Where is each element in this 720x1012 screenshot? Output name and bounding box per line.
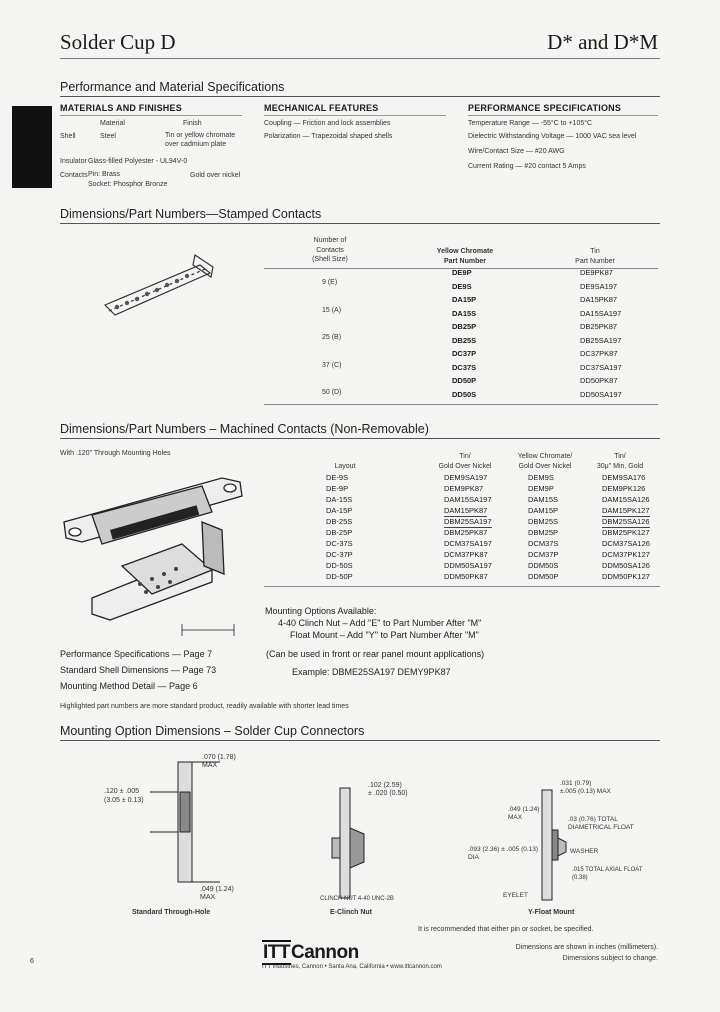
logo-itt: ITT bbox=[263, 942, 290, 963]
machined-row bbox=[264, 506, 660, 517]
machined-subtitle: With .120" Through Mounting Holes bbox=[60, 450, 171, 457]
machined-row bbox=[264, 539, 660, 550]
stamped-tin-db25p: DB25PK87 bbox=[580, 322, 618, 331]
stamped-yellow-da15s: DA15S bbox=[452, 308, 477, 318]
machined-layout: DD-50P bbox=[326, 572, 353, 581]
fig3-dim-c: .093 (2.36) ± .005 (0.13) DIA bbox=[468, 846, 539, 861]
machined-gold: DEM9PK126 bbox=[602, 484, 646, 493]
machined-layout: DB-25S bbox=[326, 517, 353, 526]
mounting-dims-rule bbox=[60, 740, 660, 741]
side-tab-marker bbox=[12, 106, 52, 188]
machined-tin: DDM50PK87 bbox=[444, 572, 488, 581]
stamped-contacts-25: 25 (B) bbox=[322, 334, 342, 341]
mounting-note: (Can be used in front or rear panel mount applications) bbox=[266, 649, 485, 659]
machined-yellow: DEM9P bbox=[528, 484, 554, 493]
machined-gold: DBM25PK127 bbox=[602, 528, 650, 537]
machined-section-title: Dimensions/Part Numbers – Machined Contacts (Non-Removable) bbox=[60, 422, 429, 436]
stamped-contacts-37: 37 (C) bbox=[322, 362, 342, 369]
fig3-dim-top: .031 (0.79) ±.005 (0.13) MAX bbox=[560, 780, 611, 795]
machined-tin: DEM9PK87 bbox=[444, 484, 484, 493]
header-rule bbox=[60, 58, 660, 59]
ref-shell-dims: Standard Shell Dimensions — Page 73 bbox=[60, 665, 217, 675]
fig3-caption: Y-Float Mount bbox=[528, 909, 575, 916]
fig3-dim-f: EYELET bbox=[503, 892, 528, 899]
machined-gold: DDM50SA126 bbox=[602, 561, 650, 570]
machined-yellow: DAM15S bbox=[528, 495, 559, 504]
mounting-option-float: Float Mount – Add "Y" to Part Number After "M" bbox=[290, 630, 479, 640]
machined-gold: DBM25SA126 bbox=[602, 517, 650, 528]
materials-material-contacts: Pin: Brass Socket: Phosphor Bronze bbox=[88, 171, 168, 188]
machined-layout: DA-15P bbox=[326, 506, 353, 515]
performance-line-3: Wire/Contact Size — #20 AWG bbox=[468, 148, 565, 155]
machined-col-tin: Tin/ Gold Over Nickel bbox=[438, 453, 492, 470]
stamped-yellow-dd50p: DD50P bbox=[452, 376, 477, 385]
stamped-yellow-da15p: DA15P bbox=[452, 295, 477, 304]
machined-layout: DA-15S bbox=[326, 495, 353, 504]
materials-finish-contacts: Gold over nickel bbox=[190, 172, 241, 179]
stamped-yellow-de9p: DE9P bbox=[452, 268, 472, 277]
stamped-tin-de9s: DE9SA197 bbox=[580, 281, 618, 291]
materials-label-insulator: Insulator bbox=[60, 158, 87, 165]
performance-line-4: Current Rating — #20 contact 5 Amps bbox=[468, 163, 586, 170]
stamped-table-bottom-rule bbox=[264, 404, 658, 405]
stamped-yellow-dc37s: DC37S bbox=[452, 362, 477, 372]
stamped-tin-dd50p: DD50PK87 bbox=[580, 376, 618, 385]
recommend-note: It is recommended that either pin or socket, be specified. bbox=[418, 926, 594, 933]
stamped-yellow-list bbox=[452, 268, 476, 403]
machined-tin: DAM15PK87 bbox=[444, 506, 487, 517]
fig2-dim-bottom: CLINCH NUT 4-40 UNC-2B bbox=[320, 896, 394, 902]
mechanical-underline bbox=[264, 115, 446, 116]
stamped-tin-dc37p: DC37PK87 bbox=[580, 349, 618, 358]
performance-line-2: Dielectric Withstanding Voltage — 1000 VAC sea level bbox=[468, 133, 637, 140]
ref-mounting-method: Mounting Method Detail — Page 6 bbox=[60, 681, 198, 691]
machined-gold: DEM9SA176 bbox=[602, 473, 646, 482]
machined-row bbox=[264, 550, 660, 561]
machined-row bbox=[264, 484, 660, 495]
machined-layout: DB-25P bbox=[326, 528, 353, 537]
fig1-dim-top: .070 (1.78) MAX bbox=[202, 754, 236, 769]
fig2-dim-top: .102 (2.59) ± .020 (0.50) bbox=[368, 782, 408, 797]
fig2-caption: E-Clinch Nut bbox=[330, 909, 372, 916]
stamped-yellow-dc37p: DC37P bbox=[452, 349, 477, 358]
fig3-dim-a: .049 (1.24) MAX bbox=[508, 806, 540, 821]
materials-material-shell: Steel bbox=[100, 133, 116, 140]
page-title-left: Solder Cup D bbox=[60, 30, 176, 54]
mounting-dims-title: Mounting Option Dimensions – Solder Cup Connectors bbox=[60, 724, 365, 738]
footer-address: ITT Industries, Cannon • Santa Ana, California • www.ittcannon.com bbox=[262, 964, 442, 970]
stamped-contacts-50: 50 (D) bbox=[322, 389, 342, 396]
materials-label-shell: Shell bbox=[60, 133, 76, 140]
stamped-yellow-de9s: DE9S bbox=[452, 281, 472, 291]
machined-yellow: DDM50P bbox=[528, 572, 559, 581]
materials-col-material: Material bbox=[100, 120, 125, 127]
machined-connector-drawing bbox=[62, 470, 252, 640]
machined-layout: DE-9P bbox=[326, 484, 349, 493]
stamped-contacts-15: 15 (A) bbox=[322, 307, 342, 314]
stamped-connector-drawing bbox=[95, 245, 225, 335]
machined-layout: DD-50S bbox=[326, 561, 353, 570]
machined-table bbox=[264, 473, 660, 583]
performance-underline bbox=[468, 115, 658, 116]
machined-yellow: DBM25P bbox=[528, 528, 559, 537]
machined-yellow: DCM37S bbox=[528, 539, 559, 548]
stamped-col-yellow: Yellow Chromate Part Number bbox=[436, 248, 494, 265]
through-hole-drawing bbox=[100, 752, 260, 912]
machined-col-tin-gold: Tin/ 30μ" Min. Gold bbox=[596, 453, 644, 470]
machined-gold: DCM37SA126 bbox=[602, 539, 650, 548]
stamped-col-contacts: Number of Contacts (Shell Size) bbox=[312, 237, 348, 263]
machined-layout: DE-9S bbox=[326, 473, 349, 482]
fig3-dim-d: WASHER bbox=[570, 848, 599, 855]
page-title-right: D* and D*M bbox=[547, 30, 658, 54]
dims-note-2: Dimensions subject to change. bbox=[562, 955, 658, 962]
fig3-dim-e: .015 TOTAL AXIAL FLOAT (0.38) bbox=[572, 867, 643, 881]
fig1-dim-bottom: .049 (1.24) MAX bbox=[200, 886, 234, 901]
machined-layout: DC-37S bbox=[326, 539, 353, 548]
mechanical-line-2: Polarization — Trapezoidal shaped shells bbox=[264, 133, 393, 140]
materials-material-insulator: Glass-filled Polyester - UL94V-0 bbox=[88, 158, 188, 165]
machined-tin: DAM15SA197 bbox=[444, 495, 492, 504]
stamped-yellow-db25s: DB25S bbox=[452, 335, 477, 345]
stamped-contacts-9: 9 (E) bbox=[322, 279, 338, 286]
machined-row bbox=[264, 517, 660, 528]
stamped-tin-db25s: DB25SA197 bbox=[580, 335, 622, 345]
fig3-dim-b: .03 (0.76) TOTAL DIAMETRICAL FLOAT bbox=[568, 816, 634, 831]
stamped-section-title: Dimensions/Part Numbers—Stamped Contacts bbox=[60, 207, 322, 221]
stamped-tin-list bbox=[580, 268, 622, 403]
machined-gold: DDM50PK127 bbox=[602, 572, 650, 581]
materials-underline bbox=[60, 115, 242, 116]
machined-col-layout: Layout bbox=[334, 463, 356, 470]
machined-yellow: DAM15P bbox=[528, 506, 559, 515]
performance-heading: PERFORMANCE SPECIFICATIONS bbox=[468, 103, 622, 113]
machined-col-yellow: Yellow Chromate/ Gold Over Nickel bbox=[517, 453, 573, 470]
materials-label-contacts: Contacts bbox=[60, 172, 88, 179]
perf-section-rule bbox=[60, 96, 660, 97]
part-example: Example: DBME25SA197 DEMY9PK87 bbox=[292, 667, 451, 677]
machined-gold: DCM37PK127 bbox=[602, 550, 650, 559]
stamped-section-rule bbox=[60, 223, 660, 224]
machined-row bbox=[264, 473, 660, 484]
machined-section-rule bbox=[60, 438, 660, 439]
fig1-dim-hole: .120 ± .005 (3.05 ± 0.13) bbox=[104, 788, 144, 804]
machined-tin: DCM37PK87 bbox=[444, 550, 488, 559]
materials-finish-shell: Tin or yellow chromate over cadmium plate bbox=[165, 132, 236, 148]
machined-tin: DDM50SA197 bbox=[444, 561, 492, 570]
page-number: 6 bbox=[30, 958, 34, 965]
machined-row bbox=[264, 495, 660, 506]
machined-tin: DBM25PK87 bbox=[444, 528, 488, 537]
stamped-col-tin: Tin Part Number bbox=[575, 248, 615, 265]
stamped-tin-da15s: DA15SA197 bbox=[580, 308, 622, 318]
machined-yellow: DDM50S bbox=[528, 561, 559, 570]
machined-tin: DCM37SA197 bbox=[444, 539, 492, 548]
fig1-caption: Standard Through-Hole bbox=[132, 909, 211, 916]
machined-yellow: DEM9S bbox=[528, 473, 554, 482]
performance-line-1: Temperature Range — -55°C to +105°C bbox=[468, 120, 593, 127]
materials-heading: MATERIALS AND FINISHES bbox=[60, 103, 182, 113]
machined-row bbox=[264, 572, 660, 583]
machined-tin: DEM9SA197 bbox=[444, 473, 488, 482]
mounting-options-title: Mounting Options Available: bbox=[265, 606, 377, 616]
mechanical-line-1: Coupling — Friction and lock assemblies bbox=[264, 120, 391, 127]
materials-col-finish: Finish bbox=[183, 120, 202, 127]
machined-row bbox=[264, 561, 660, 572]
ittcannon-logo bbox=[262, 942, 359, 964]
machined-gold: DAM15PK127 bbox=[602, 506, 650, 517]
stamped-tin-dc37s: DC37SA197 bbox=[580, 362, 622, 372]
stamped-tin-de9p: DE9PK87 bbox=[580, 268, 613, 277]
machined-row bbox=[264, 528, 660, 539]
logo-cannon: Cannon bbox=[291, 942, 359, 963]
machined-layout: DC-37P bbox=[326, 550, 353, 559]
machined-table-bottom-rule bbox=[264, 586, 660, 587]
machined-gold: DAM15SA126 bbox=[602, 495, 650, 504]
highlight-footnote: Highlighted part numbers are more standard product, readily available with shorter lead times bbox=[60, 703, 349, 710]
mechanical-heading: MECHANICAL FEATURES bbox=[264, 103, 379, 113]
machined-yellow: DCM37P bbox=[528, 550, 559, 559]
stamped-yellow-db25p: DB25P bbox=[452, 322, 477, 331]
machined-yellow: DBM25S bbox=[528, 517, 559, 526]
stamped-yellow-dd50s: DD50S bbox=[452, 389, 477, 399]
perf-section-title: Performance and Material Specifications bbox=[60, 80, 285, 94]
stamped-tin-da15p: DA15PK87 bbox=[580, 295, 618, 304]
dims-note-1: Dimensions are shown in inches (millimeters). bbox=[515, 944, 658, 951]
machined-tin: DBM25SA197 bbox=[444, 517, 492, 528]
ref-performance: Performance Specifications — Page 7 bbox=[60, 649, 213, 659]
mounting-option-clinch: 4-40 Clinch Nut – Add "E" to Part Number After "M" bbox=[278, 618, 482, 628]
stamped-tin-dd50s: DD50SA197 bbox=[580, 389, 622, 399]
